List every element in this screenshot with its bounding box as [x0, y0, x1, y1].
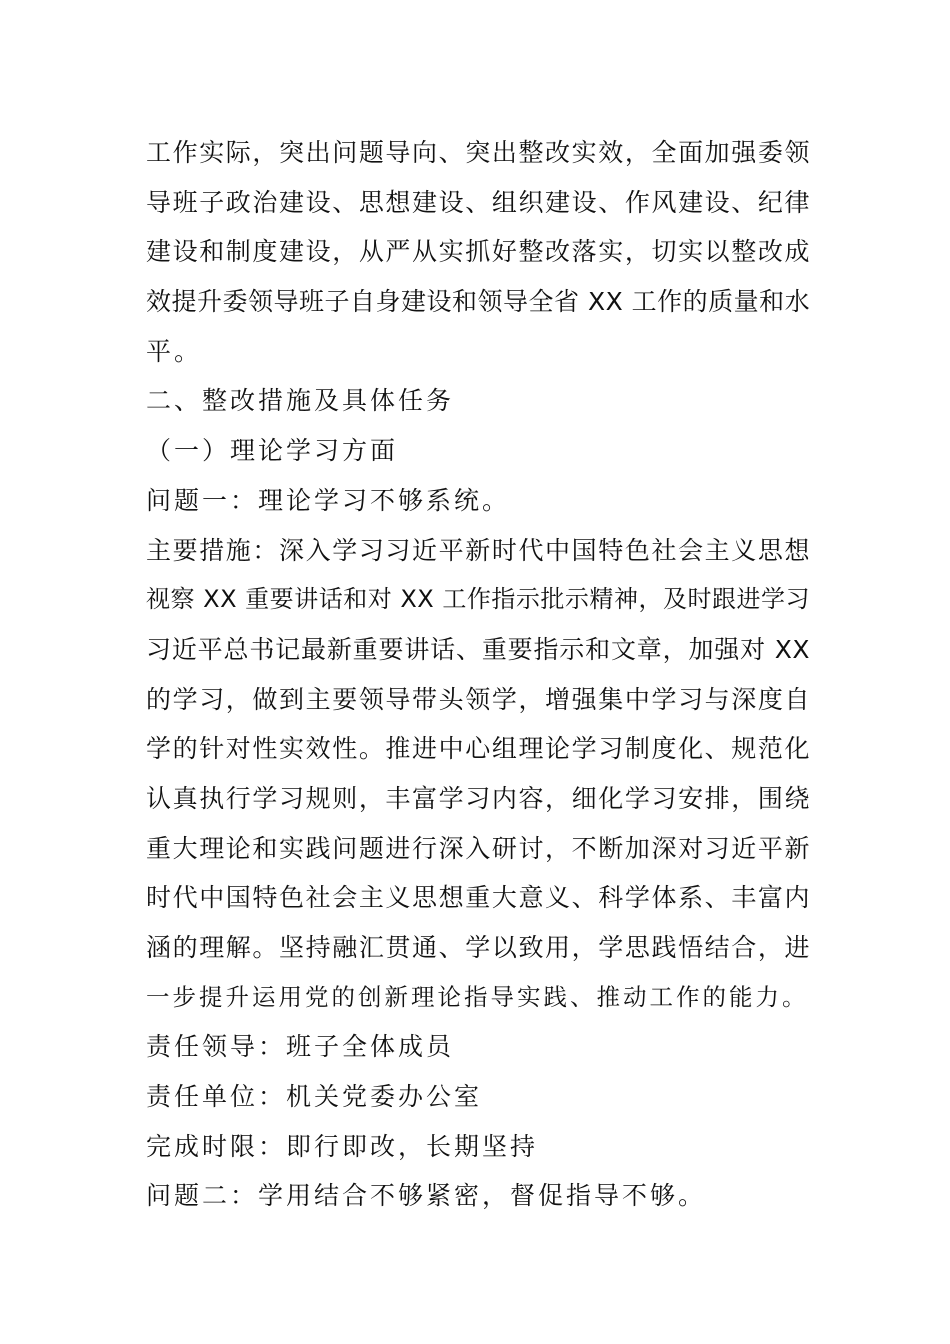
responsible-unit: 责任单位：机关党委办公室 — [146, 1082, 483, 1112]
responsible-leader: 责任领导：班子全体成员 — [146, 1032, 455, 1062]
paragraph-line: 建设和制度建设，从严从实抓好整改落实，切实以整改成 — [146, 237, 810, 267]
paragraph-line: 平。 — [146, 336, 203, 366]
paragraph-line: 涵的理解。坚持融汇贯通、学以致用，学思践悟结合，进 — [146, 933, 810, 962]
paragraph-line: 重大理论和实践问题进行深入研讨，不断加深对习近平新 — [146, 833, 810, 863]
paragraph-line: 视察 XX 重要讲话和对 XX 工作指示批示精神，及时跟进学习 — [146, 585, 810, 614]
paragraph-line: 一步提升运用党的创新理论指导实践、推动工作的能力。 — [146, 982, 809, 1011]
paragraph-line: 时代中国特色社会主义思想重大意义、科学体系、丰富内 — [146, 883, 810, 913]
paragraph-line: 导班子政治建设、思想建设、组织建设、作风建设、纪律 — [146, 187, 810, 217]
paragraph-line: 认真执行学习规则，丰富学习内容，细化学习安排，围绕 — [146, 783, 810, 813]
paragraph-line: 工作实际，突出问题导向、突出整改实效，全面加强委领 — [146, 138, 810, 167]
paragraph-line: 主要措施：深入学习习近平新时代中国特色社会主义思想 — [146, 535, 810, 565]
paragraph-line: 习近平总书记最新重要讲话、重要指示和文章，加强对 XX — [146, 634, 810, 664]
section-heading: 二、整改措施及具体任务 — [146, 386, 455, 416]
subsection-heading: （一）理论学习方面 — [146, 436, 399, 466]
paragraph-line: 效提升委领导班子自身建设和领导全省 XX 工作的质量和水 — [146, 287, 811, 317]
problem-title: 问题一：理论学习不够系统。 — [146, 485, 511, 515]
paragraph-line: 学的针对性实效性。推进中心组理论学习制度化、规范化 — [146, 734, 810, 764]
problem-title: 问题二：学用结合不够紧密，督促指导不够。 — [146, 1181, 707, 1211]
document-body — [146, 128, 810, 1221]
paragraph-line: 的学习，做到主要领导带头领学，增强集中学习与深度自 — [146, 684, 810, 714]
deadline: 完成时限：即行即改，长期坚持 — [146, 1131, 539, 1161]
